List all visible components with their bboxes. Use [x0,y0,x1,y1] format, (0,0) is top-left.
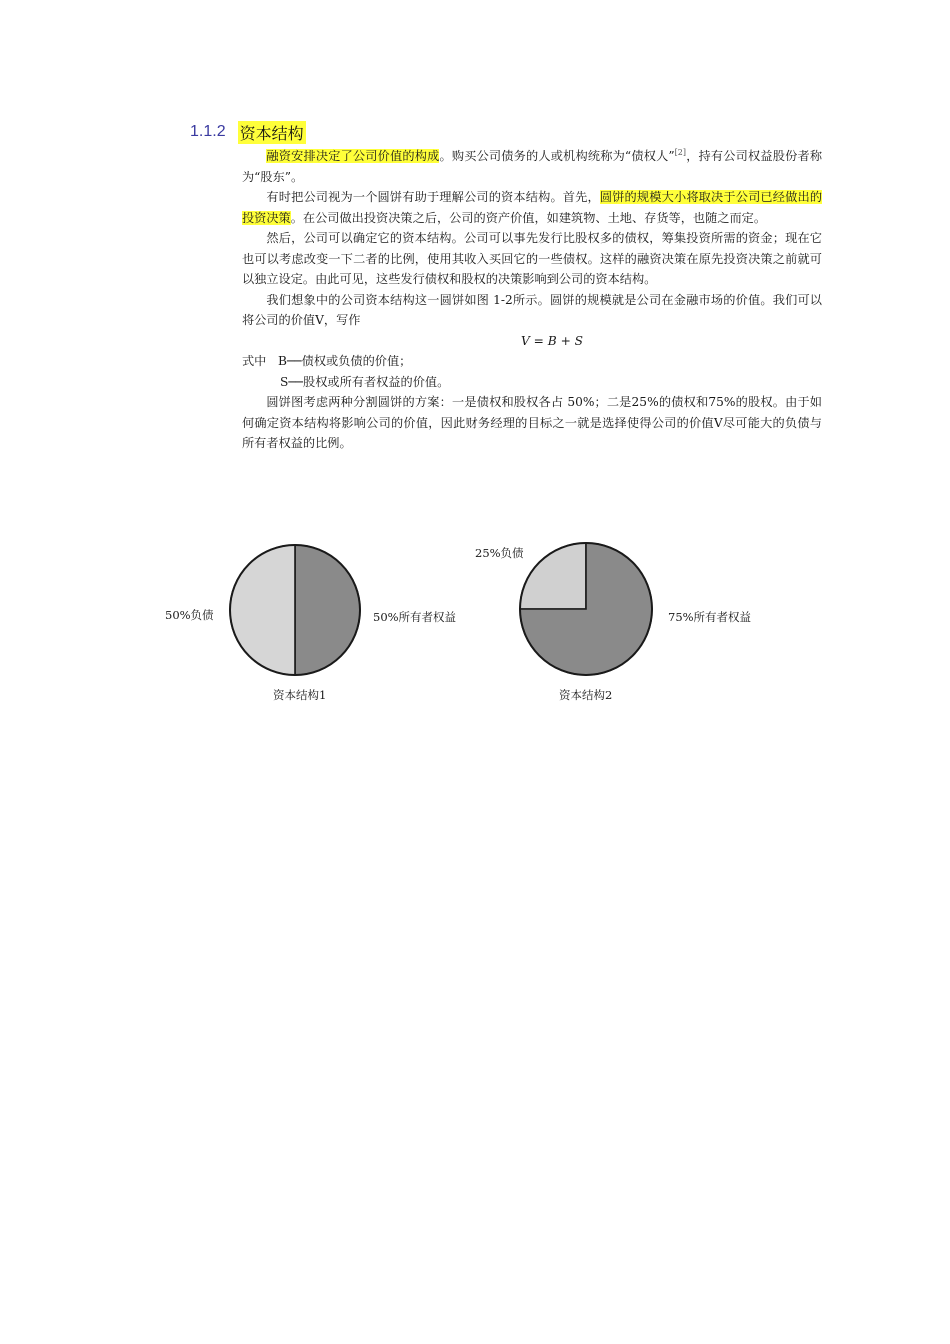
paragraph-1-text: 。购买公司债务的人或机构统称为“债权人” [439,149,675,164]
footnote-marker: [2] [674,148,687,157]
paragraph-1 [242,143,822,187]
paragraph-1-tail: ，持有公司权益股份者称为“股东”。 [242,149,823,184]
figure-pie-charts [165,525,775,710]
paragraph-5: 圆饼图考虑两种分割圆饼的方案：一是债权和股权各占 50%；二是25%的债权和75%的股权。由于如何确定资本结构将影响公司的价值，因此财务经理的目标之一就是选择使得公司的价值V尽可能大的负债与所有者权益的比例。 [242,395,822,451]
section-heading [190,121,306,143]
definition-b-row [242,351,822,372]
highlight-text-1: 融资安排决定了公司价值的构成 [266,149,440,164]
pie2-title: 资本结构2 [559,688,613,702]
section-number: 1.1.2 [190,123,226,140]
body-text [242,143,822,454]
pie1-label-equity: 50%所有者权益 [373,610,457,624]
definition-s: S──股权或所有者权益的价值。 [280,374,450,389]
highlight-text-2: 圆饼的规模大小将取决于公司已经做出的投资决策 [242,190,823,225]
pie2-label-debt: 25%负债 [475,546,524,560]
pie2-label-equity: 75%所有者权益 [668,610,752,624]
section-title: 资本结构 [238,121,306,144]
definition-b: B──债权或负债的价值； [278,354,412,369]
pie1-slice-2 [230,545,295,675]
formula: V = B + S [520,333,584,348]
pie1-label-debt: 50%负债 [165,608,214,622]
paragraph-2-end: 。在公司做出投资决策之后，公司的资产价值，如建筑物、土地、存货等，也随之而定。 [290,210,767,225]
paragraph-2-start: 有时把公司视为一个圆饼有助于理解公司的资本结构。首先， [266,190,600,205]
pie1-title: 资本结构1 [273,688,327,702]
paragraph-3: 然后，公司可以确定它的资本结构。公司可以事先发行比股权多的债权，筹集投资所需的资金；现在它也可以考虑改变一下二者的比例，使用其收入买回它的一些债权。这样的融资决策在原先投资决策之前就可以独立设定。由此可见，这些发行债权和股权的决策影响到公司的资本结构。 [242,231,822,287]
paragraph-2 [242,187,822,228]
definition-prefix: 式中 [242,354,267,369]
paragraph-4: 我们想象中的公司资本结构这一圆饼如图 1-2所示。圆饼的规模就是公司在金融市场的价值。我们可以将公司的价值V，写作 [242,292,822,328]
pie1-slice-1 [295,545,360,675]
